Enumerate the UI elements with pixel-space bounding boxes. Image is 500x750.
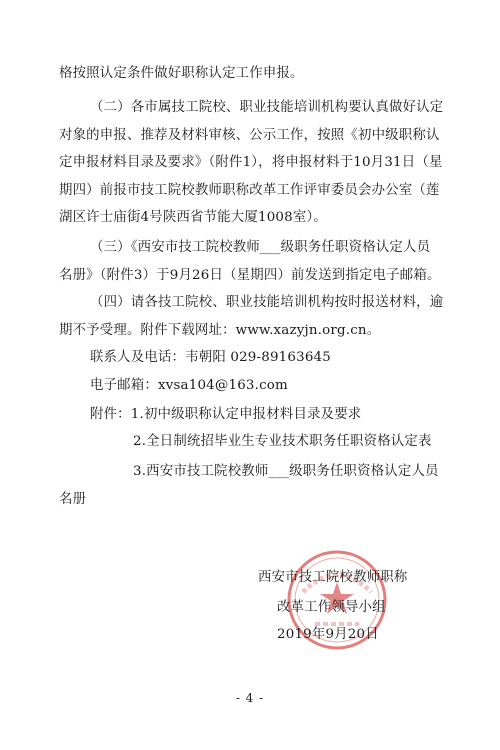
paragraph-line: 期四）前报市技工院校教师职称改革工作评审委员会办公室（莲 [59, 183, 440, 198]
paragraph-line: （四）请各技工院校、职业技能培训机构按时报送材料，逾 [90, 295, 444, 310]
signature-org-line2: 改革工作领导小组 [277, 600, 386, 615]
paragraph-line: 名册》（附件3）于9月26日（星期四）前发送到指定电子邮箱。 [59, 268, 441, 283]
paragraph-line: （二）各市属技工院校、职业技能培训机构要认真做好认定 [90, 100, 444, 115]
attachment-item: 2.全日制统招毕业生专业技术职务任职资格认定表 [133, 434, 432, 449]
paragraph-line: 格按照认定条件做好职称认定工作申报。 [59, 66, 304, 81]
paragraph-line: 对象的申报、推荐及材料审核、公示工作，按照《初中级职称认 [59, 128, 440, 143]
signature-org-line1: 西安市技工院校教师职称 [258, 570, 408, 585]
email-line: 电子邮箱：xvsa104@163.com [90, 378, 288, 393]
attachment-item: 附件：1.初中级职称认定申报材料目录及要求 [90, 407, 362, 422]
paragraph-line: （三）《西安市技工院校教师___级职务任职资格认定人员 [90, 240, 431, 255]
contact-line: 联系人及电话：韦朝阳 029-89163645 [90, 350, 332, 365]
attachment-item: 名册 [59, 492, 87, 507]
paragraph-line: 定申报材料目录及要求》（附件1），将申报材料于10月31日（星 [59, 155, 443, 170]
page-number: - 4 - [235, 691, 265, 705]
signature-date: 2019年9月20日 [277, 627, 379, 642]
attachment-item: 3.西安市技工院校教师___级职务任职资格认定人员 [133, 464, 439, 479]
paragraph-line: 湖区许士庙街4号陕西省节能大厦1008室）。 [59, 210, 327, 225]
paragraph-line: 期不予受理。附件下载网址：www.xazyjn.org.cn。 [59, 323, 381, 338]
